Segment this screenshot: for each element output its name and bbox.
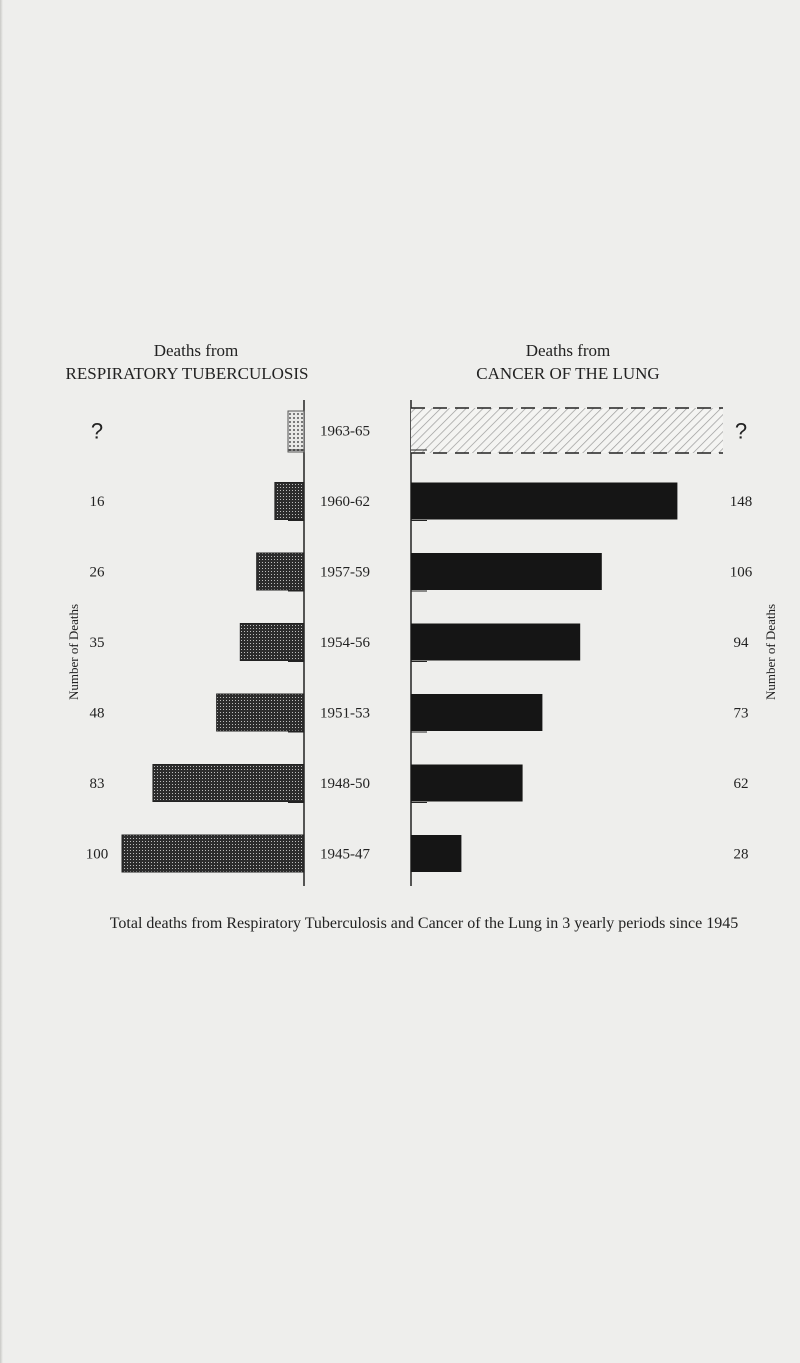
lung-value-label: 106 <box>729 564 753 581</box>
period-label: 1960-62 <box>320 494 370 510</box>
chart-marks <box>86 408 753 872</box>
tb-bar <box>240 624 304 661</box>
tb-value-label: 16 <box>89 494 105 510</box>
tb-bar <box>217 694 304 731</box>
tb-bar <box>122 835 304 872</box>
lung-bar <box>411 624 580 661</box>
tb-heading-line2: RESPIRATORY TUBERCULOSIS <box>65 364 309 383</box>
chart-caption: Total deaths from Respiratory Tuberculosis and Cancer of the Lung in 3 yearly periods since 1945 <box>109 915 739 932</box>
lung-bar-unknown <box>411 408 723 453</box>
tb-bar-unknown <box>288 411 304 452</box>
period-label: 1945-47 <box>320 846 370 863</box>
period-label: 1948-50 <box>320 776 370 792</box>
lung-bar <box>411 835 461 872</box>
lung-bar <box>411 553 602 590</box>
lung-value-label: ? <box>734 418 748 444</box>
period-label: 1951-53 <box>320 705 370 722</box>
period-label: 1954-56 <box>320 635 370 651</box>
period-label: 1957-59 <box>320 564 370 581</box>
lung-heading-line2: CANCER OF THE LUNG <box>476 364 660 383</box>
tb-value-label: ? <box>90 418 104 444</box>
lung-bar <box>411 765 523 802</box>
tb-value-label: 100 <box>85 846 109 863</box>
period-label: 1963-65 <box>320 423 370 440</box>
tb-value-label: 83 <box>89 776 105 792</box>
tb-bar <box>275 483 304 520</box>
lung-value-label: 73 <box>733 705 749 722</box>
tb-heading-line1: Deaths from <box>153 341 239 360</box>
tb-value-label: 26 <box>89 564 105 581</box>
tb-bar <box>257 553 304 590</box>
tb-value-label: 48 <box>89 705 105 722</box>
lung-heading-line1: Deaths from <box>525 341 611 360</box>
tb-bar <box>153 765 304 802</box>
lung-bar <box>411 483 677 520</box>
lung-value-label: 94 <box>733 635 749 651</box>
right-axis-title: Number of Deaths <box>763 603 778 701</box>
tb-value-label: 35 <box>89 635 105 651</box>
lung-value-label: 62 <box>733 776 749 792</box>
lung-value-label: 28 <box>733 846 749 863</box>
lung-value-label: 148 <box>729 494 753 510</box>
lung-bar <box>411 694 542 731</box>
left-axis-title: Number of Deaths <box>66 603 81 701</box>
